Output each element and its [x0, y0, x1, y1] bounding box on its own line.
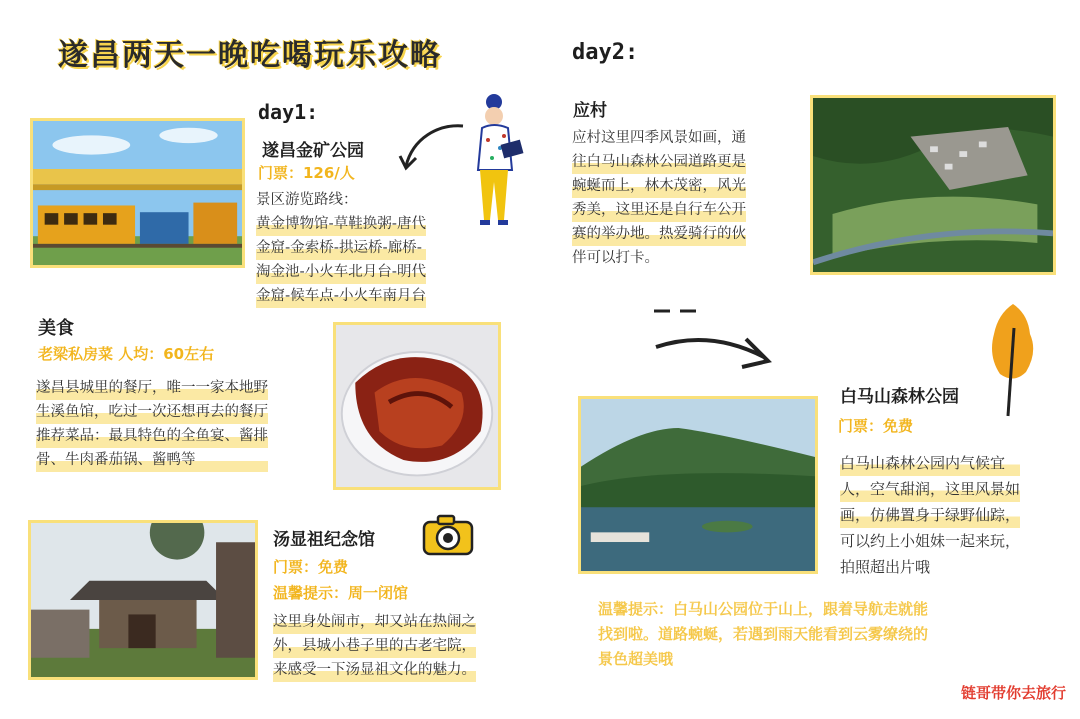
park-line: 拍照超出片哦: [840, 558, 931, 576]
route-line: 金窟-候车点-小火车南月台: [256, 284, 426, 308]
page-title: 遂昌两天一晚吃喝玩乐攻略: [58, 38, 442, 73]
girl-illustration-icon: [464, 92, 534, 232]
gold-mine-photo: [30, 118, 245, 268]
park-tip-line: 景色超美哦: [598, 650, 674, 668]
restaurant-name: 老梁私房菜 人均：60左右: [38, 345, 215, 363]
memorial-line: 这里身处闹市，却又站在热闹之: [273, 610, 476, 634]
village-line: 蜿蜒而上，林木茂密，风光: [572, 174, 746, 198]
park-title: 白马山森林公园: [840, 387, 959, 407]
gold-mine-ticket: 门票：126/人: [258, 164, 355, 182]
route-heading: 景区游览路线：: [256, 192, 358, 208]
village-line: 秀美，这里还是自行车公开: [572, 198, 746, 222]
route-line: 黄金博物馆-草鞋换粥-唐代: [256, 212, 426, 236]
park-tip: [598, 597, 928, 672]
memorial-tip: 温馨提示：周一闭馆: [273, 584, 409, 602]
village-line: 往白马山森林公园道路更是: [572, 150, 746, 174]
park-line: 白马山森林公园内气候宜: [840, 450, 1020, 476]
food-line: 遂昌县城里的餐厅，唯一一家本地野: [36, 376, 268, 400]
camera-icon: [420, 512, 476, 558]
day2-label: day2:: [572, 40, 639, 65]
duck-dish-photo: [333, 322, 501, 490]
memorial-line: 外，县城小巷子里的古老宅院，: [273, 634, 476, 658]
village-description: [572, 126, 746, 270]
park-description: [840, 450, 1020, 580]
day1-label: day1:: [258, 100, 319, 124]
tree-icon: [986, 300, 1040, 420]
food-line: 骨、牛肉番茄锅、酱鸭等: [36, 448, 268, 472]
arrow-left-icon: [398, 118, 468, 178]
park-tip-line: 温馨提示：白马山公园位于山上，跟着导航走就能: [598, 600, 929, 618]
food-line: 推荐菜品：最具特色的全鱼宴、酱排: [36, 424, 268, 448]
gold-mine-route: [256, 188, 426, 308]
food-heading: 美食: [38, 318, 74, 339]
watermark: 链哥带你去旅行: [960, 684, 1066, 702]
memorial-photo: [28, 520, 258, 680]
village-line: 应村这里四季风景如画，通: [572, 130, 746, 146]
memorial-description: [273, 610, 476, 682]
village-title: 应村: [573, 101, 607, 121]
route-line: 淘金池-小火车北月台-明代: [256, 260, 426, 284]
memorial-line: 来感受一下汤显祖文化的魅力。: [273, 658, 476, 682]
park-ticket: 门票：免费: [838, 417, 914, 435]
park-line: 人，空气甜润，这里风景如: [840, 476, 1020, 502]
food-line: 生溪鱼馆，吃过一次还想再去的餐厅: [36, 400, 268, 424]
village-line: 伴可以打卡。: [572, 250, 659, 266]
route-line: 金窟-金索桥-拱运桥-廊桥-: [256, 236, 426, 260]
village-line: 赛的举办地。热爱骑行的伙: [572, 222, 746, 246]
park-line: 可以约上小姐妹一起来玩，: [840, 532, 1021, 550]
memorial-title: 汤显祖纪念馆: [273, 530, 375, 550]
park-tip-line: 找到啦。道路蜿蜒，若遇到雨天能看到云雾缭绕的: [598, 625, 929, 643]
memorial-ticket: 门票：免费: [273, 558, 349, 576]
arrow-right-icon: [650, 305, 780, 375]
village-aerial-photo: [810, 95, 1056, 275]
food-description: [36, 376, 268, 472]
gold-mine-title: 遂昌金矿公园: [262, 141, 364, 161]
forest-park-photo: [578, 396, 818, 574]
park-line: 画，仿佛置身于绿野仙踪，: [840, 502, 1020, 528]
